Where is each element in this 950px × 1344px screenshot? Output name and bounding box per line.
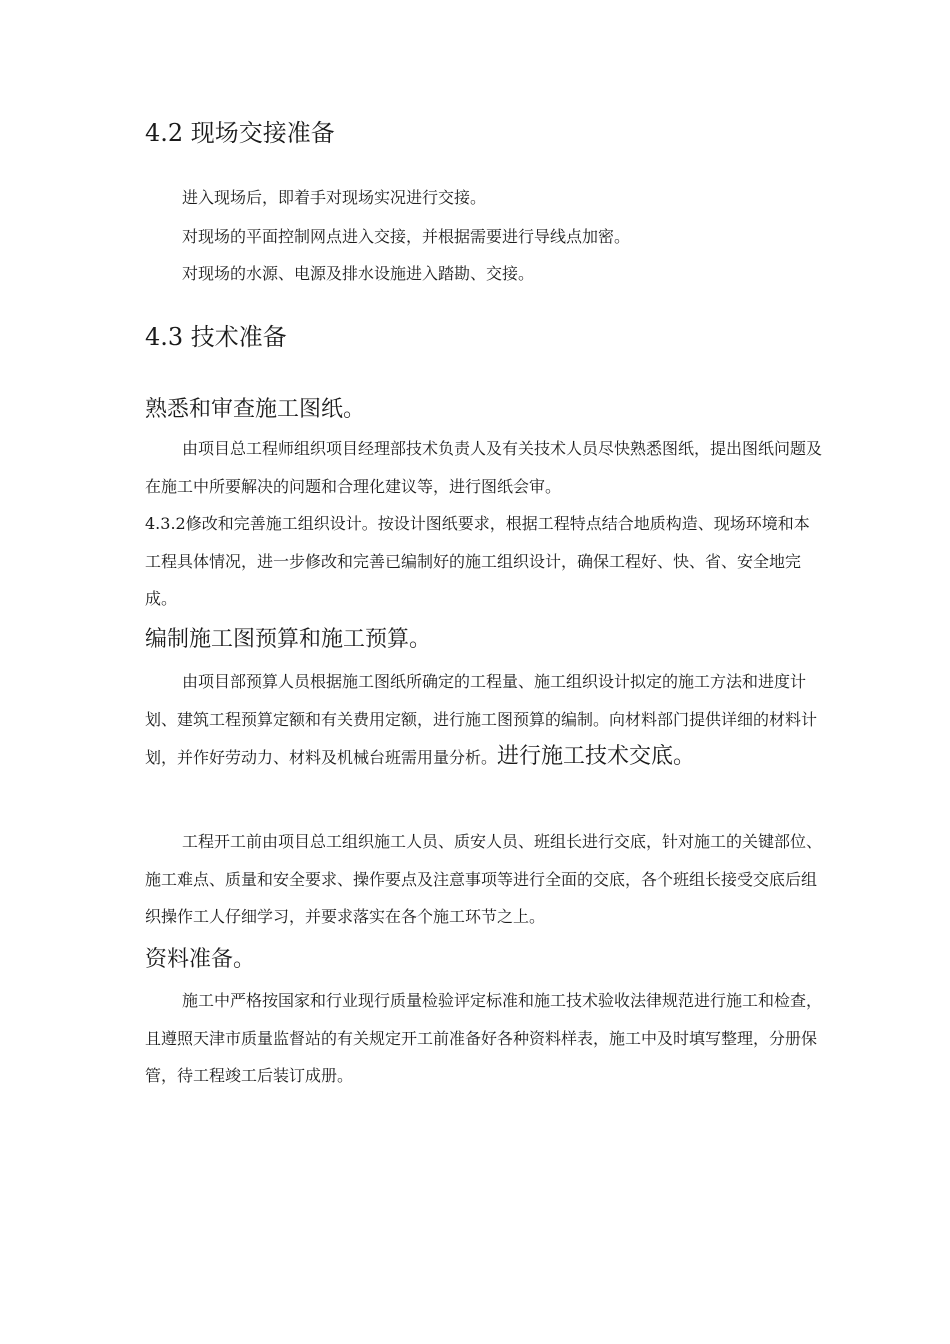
paragraph-text: 由项目部预算人员根据施工图纸所确定的工程量、施工组织设计拟定的施工方法和进度计划、建筑工程预算定额和有关费用定额，进行施工图预算的编制。向材料部门提供详细的材料计划，并作好劳动力、材料及机械台班需用量分析。 bbox=[145, 672, 818, 767]
paragraph: 施工中严格按国家和行业现行质量检验评定标准和施工技术验收法律规范进行施工和检查，且遵照天津市质量监督站的有关规定开工前准备好各种资料样表，施工中及时填写整理，分册保管，待工程竣工后装订成册。 bbox=[145, 991, 823, 1085]
section-4-3-heading: 4.3 技术准备 bbox=[145, 323, 287, 351]
inline-subheading: 进行施工技术交底。 bbox=[497, 744, 696, 769]
subheading: 编制施工图预算和施工预算。 bbox=[145, 627, 432, 652]
subheading: 资料准备。 bbox=[145, 947, 256, 972]
subheading: 熟悉和审查施工图纸。 bbox=[145, 397, 366, 422]
paragraph: 进入现场后，即着手对现场实况进行交接。 bbox=[182, 188, 487, 207]
paragraph: 对现场的水源、电源及排水设施进入踏勘、交接。 bbox=[182, 264, 535, 283]
paragraph: 4.3.2修改和完善施工组织设计。按设计图纸要求，根据工程特点结合地质构造、现场环境和本工程具体情况，进一步修改和完善已编制好的施工组织设计，确保工程好、快、省、安全地完成。 bbox=[145, 514, 810, 608]
paragraph: 由项目总工程师组织项目经理部技术负责人及有关技术人员尽快熟悉图纸，提出图纸问题及在施工中所要解决的问题和合理化建议等，进行图纸会审。 bbox=[145, 439, 823, 496]
section-4-2-heading: 4.2 现场交接准备 bbox=[145, 119, 335, 147]
paragraph bbox=[145, 663, 825, 777]
paragraph: 工程开工前由项目总工组织施工人员、质安人员、班组长进行交底，针对施工的关键部位、施工难点、质量和安全要求、操作要点及注意事项等进行全面的交底，各个班组长接受交底后组织操作工人仔细学习，并要求落实在各个施工环节之上。 bbox=[145, 832, 823, 926]
paragraph: 对现场的平面控制网点进入交接，并根据需要进行导线点加密。 bbox=[182, 227, 631, 246]
